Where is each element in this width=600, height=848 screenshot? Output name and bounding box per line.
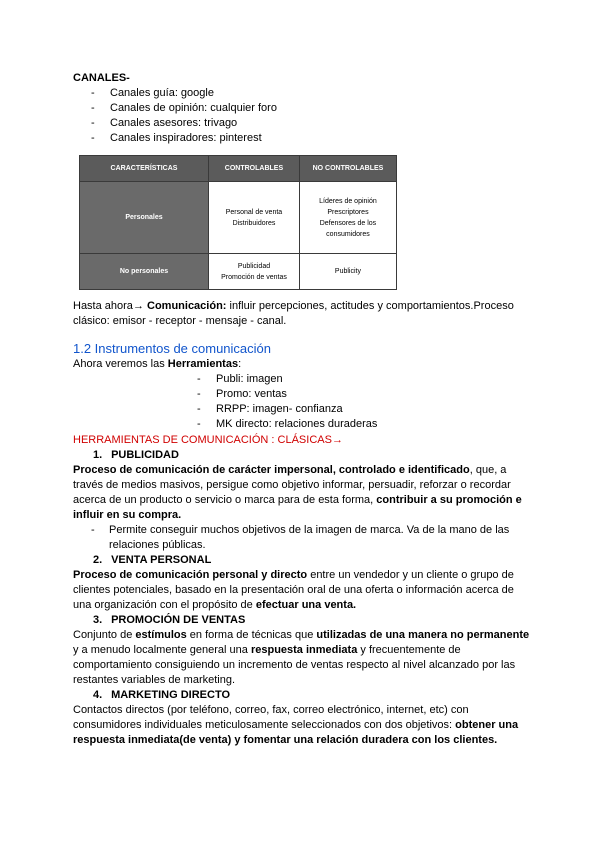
list-item: - Canales guía: google <box>73 86 533 101</box>
row-label: Personales <box>80 182 209 254</box>
table-header: NO CONTROLABLES <box>299 156 396 182</box>
bold-text: utilizadas de una manera no permanente <box>316 629 530 641</box>
canales-list <box>73 86 533 146</box>
intro-term: Comunicación: <box>147 300 227 312</box>
bold-text: obtener una respuesta inmediata(de venta) y fomentar una relación duradera con los clientes. <box>73 719 519 746</box>
list-item: - Permite conseguir muchos objetivos de la imagen de marca. Va de la mano de las relaciones públicas. <box>73 523 533 553</box>
intro-paragraph <box>73 299 533 329</box>
bold-text: estímulos <box>135 629 187 641</box>
heading-title: MARKETING DIRECTO <box>111 689 231 701</box>
section-lead <box>73 357 533 372</box>
cell-line: Prescriptores <box>327 208 369 216</box>
canales-heading: CANALES- <box>73 72 130 84</box>
cell-line: Personal de venta <box>225 208 283 216</box>
list-item: - Canales de opinión: cualquier foro <box>73 101 533 116</box>
cell-line: Defensores de los <box>319 219 377 227</box>
arrow-icon: → <box>132 300 144 312</box>
heading-title: PUBLICIDAD <box>111 449 179 461</box>
classic-tools-heading: HERRAMIENTAS DE COMUNICACIÓN : CLÁSICAS→ <box>73 434 343 446</box>
marketing-paragraph <box>73 703 533 748</box>
document-body <box>73 71 533 748</box>
publicidad-heading <box>73 448 533 463</box>
publicidad-bullets <box>73 523 533 553</box>
cell-line: Publicidad <box>237 262 271 270</box>
body-text: y a menudo localmente general una <box>73 644 251 656</box>
characteristics-table <box>79 155 397 290</box>
bold-text: Proceso de comunicación de carácter impersonal, controlado e identificado <box>73 464 470 476</box>
publicidad-paragraph <box>73 463 533 523</box>
table-cell <box>209 182 300 254</box>
bold-text: respuesta inmediata <box>250 644 358 656</box>
intro-rest: influir percepciones, actitudes y comportamientos.Proceso clásico: emisor - receptor - mensaje - canal. <box>73 300 514 327</box>
heading-number: 3. <box>93 614 103 626</box>
list-item: - Publi: imagen <box>73 372 533 387</box>
heading-title: VENTA PERSONAL <box>111 554 212 566</box>
intro-prefix: Hasta ahora <box>73 300 133 312</box>
row-label: No personales <box>80 254 209 290</box>
list-item: - RRPP: imagen- confianza <box>73 402 533 417</box>
table-cell <box>299 254 396 290</box>
lead-end: : <box>238 358 242 370</box>
bold-text: contribuir a su promoción e influir en su compra. <box>73 494 522 521</box>
promocion-heading <box>73 613 533 628</box>
list-item: - Canales asesores: trivago <box>73 116 533 131</box>
heading-number: 2. <box>93 554 103 566</box>
table-header: CONTROLABLES <box>209 156 300 182</box>
marketing-heading <box>73 688 533 703</box>
cell-line: Publicity <box>334 268 361 275</box>
lead-text: Ahora veremos las <box>73 358 168 370</box>
body-text: Contactos directos (por teléfono, correo, fax, correo electrónico, internet, etc) con consumidores individuales meticulosamente seleccionados con dos objetivos: <box>73 704 469 731</box>
heading-number: 4. <box>93 689 103 701</box>
list-item: - Promo: ventas <box>73 387 533 402</box>
bold-text: Proceso de comunicación personal y directo <box>73 569 308 581</box>
tools-list <box>73 372 533 432</box>
body-text: en forma de técnicas que <box>186 629 317 641</box>
cell-line: Promoción de ventas <box>221 273 287 281</box>
section-title: 1.2 Instrumentos de comunicación <box>73 341 271 356</box>
cell-line: Distribuidores <box>232 219 276 227</box>
bold-text: efectuar una venta. <box>255 599 357 611</box>
table-cell <box>299 182 396 254</box>
body-text: Conjunto de <box>73 629 136 641</box>
list-item: - MK directo: relaciones duraderas <box>73 417 533 432</box>
heading-number: 1. <box>93 449 103 461</box>
cell-line: Líderes de opinión <box>319 197 377 205</box>
promocion-paragraph <box>73 628 533 688</box>
body-text: y frecuentemente de comportamiento consiguiendo un incremento de ventas respecto al nivel alcanzado por las restantes variables de marketing. <box>73 644 516 686</box>
body-text: entre un vendedor y un cliente o grupo de clientes potenciales, basado en la presentación oral de una oferta o información acerca de una organización con el propósito de <box>73 569 514 611</box>
lead-bold: Herramientas <box>167 358 239 370</box>
body-text: , que, a través de medios masivos, persigue como objetivo informar, persuadir, reforzar o recordar acerca de un producto o servicio o marca para de esta forma, <box>73 464 511 506</box>
table-header: CARACTERÍSTICAS <box>80 156 209 182</box>
cell-line: consumidores <box>326 230 370 238</box>
table-cell <box>209 254 300 290</box>
venta-paragraph <box>73 568 533 613</box>
list-item: - Canales inspiradores: pinterest <box>73 131 533 146</box>
heading-title: PROMOCIÓN DE VENTAS <box>111 614 246 626</box>
venta-heading <box>73 553 533 568</box>
